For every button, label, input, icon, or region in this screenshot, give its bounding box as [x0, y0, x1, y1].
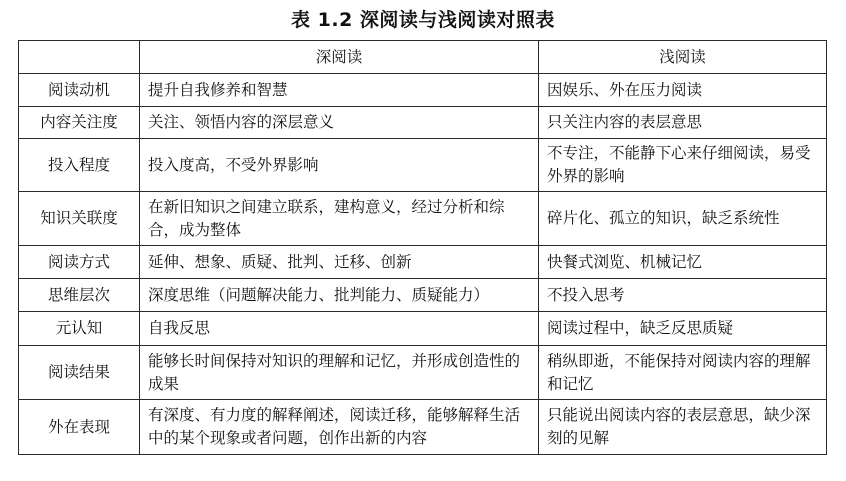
deep-reading-cell: 能够长时间保持对知识的理解和记忆，并形成创造性的成果	[140, 346, 539, 400]
deep-reading-cell: 关注、领悟内容的深层意义	[140, 107, 539, 139]
table-row	[19, 346, 827, 400]
table-row	[19, 74, 827, 107]
shallow-reading-cell: 阅读过程中，缺乏反思质疑	[539, 312, 827, 346]
comparison-table	[18, 40, 827, 455]
header-cell-deep-reading: 深阅读	[140, 41, 539, 74]
table-row	[19, 139, 827, 192]
shallow-reading-cell: 只关注内容的表层意思	[539, 107, 827, 139]
row-label: 知识关联度	[19, 192, 140, 246]
deep-reading-cell: 自我反思	[140, 312, 539, 346]
deep-reading-cell: 延伸、想象、质疑、批判、迁移、创新	[140, 246, 539, 279]
table-row	[19, 192, 827, 246]
table-row	[19, 107, 827, 139]
shallow-reading-cell: 不投入思考	[539, 279, 827, 312]
row-label: 阅读方式	[19, 246, 140, 279]
row-label: 投入程度	[19, 139, 140, 192]
row-label: 内容关注度	[19, 107, 140, 139]
deep-reading-cell: 在新旧知识之间建立联系，建构意义，经过分析和综合，成为整体	[140, 192, 539, 246]
deep-reading-cell: 有深度、有力度的解释阐述，阅读迁移，能够解释生活中的某个现象或者问题，创作出新的内容	[140, 400, 539, 455]
shallow-reading-cell: 快餐式浏览、机械记忆	[539, 246, 827, 279]
row-label: 阅读结果	[19, 346, 140, 400]
shallow-reading-cell: 碎片化、孤立的知识，缺乏系统性	[539, 192, 827, 246]
header-cell-empty	[19, 41, 140, 74]
shallow-reading-cell: 因娱乐、外在压力阅读	[539, 74, 827, 107]
shallow-reading-cell: 只能说出阅读内容的表层意思，缺少深刻的见解	[539, 400, 827, 455]
deep-reading-cell: 深度思维（问题解决能力、批判能力、质疑能力）	[140, 279, 539, 312]
header-row	[19, 41, 827, 74]
table-row	[19, 400, 827, 455]
row-label: 外在表现	[19, 400, 140, 455]
table-row	[19, 246, 827, 279]
row-label: 元认知	[19, 312, 140, 346]
shallow-reading-cell: 稍纵即逝，不能保持对阅读内容的理解和记忆	[539, 346, 827, 400]
row-label: 思维层次	[19, 279, 140, 312]
table-title: 表 1.2 深阅读与浅阅读对照表	[291, 9, 555, 31]
row-label: 阅读动机	[19, 74, 140, 107]
header-cell-shallow-reading: 浅阅读	[539, 41, 827, 74]
deep-reading-cell: 投入度高，不受外界影响	[140, 139, 539, 192]
shallow-reading-cell: 不专注，不能静下心来仔细阅读，易受外界的影响	[539, 139, 827, 192]
deep-reading-cell: 提升自我修养和智慧	[140, 74, 539, 107]
table-row	[19, 312, 827, 346]
table-row	[19, 279, 827, 312]
